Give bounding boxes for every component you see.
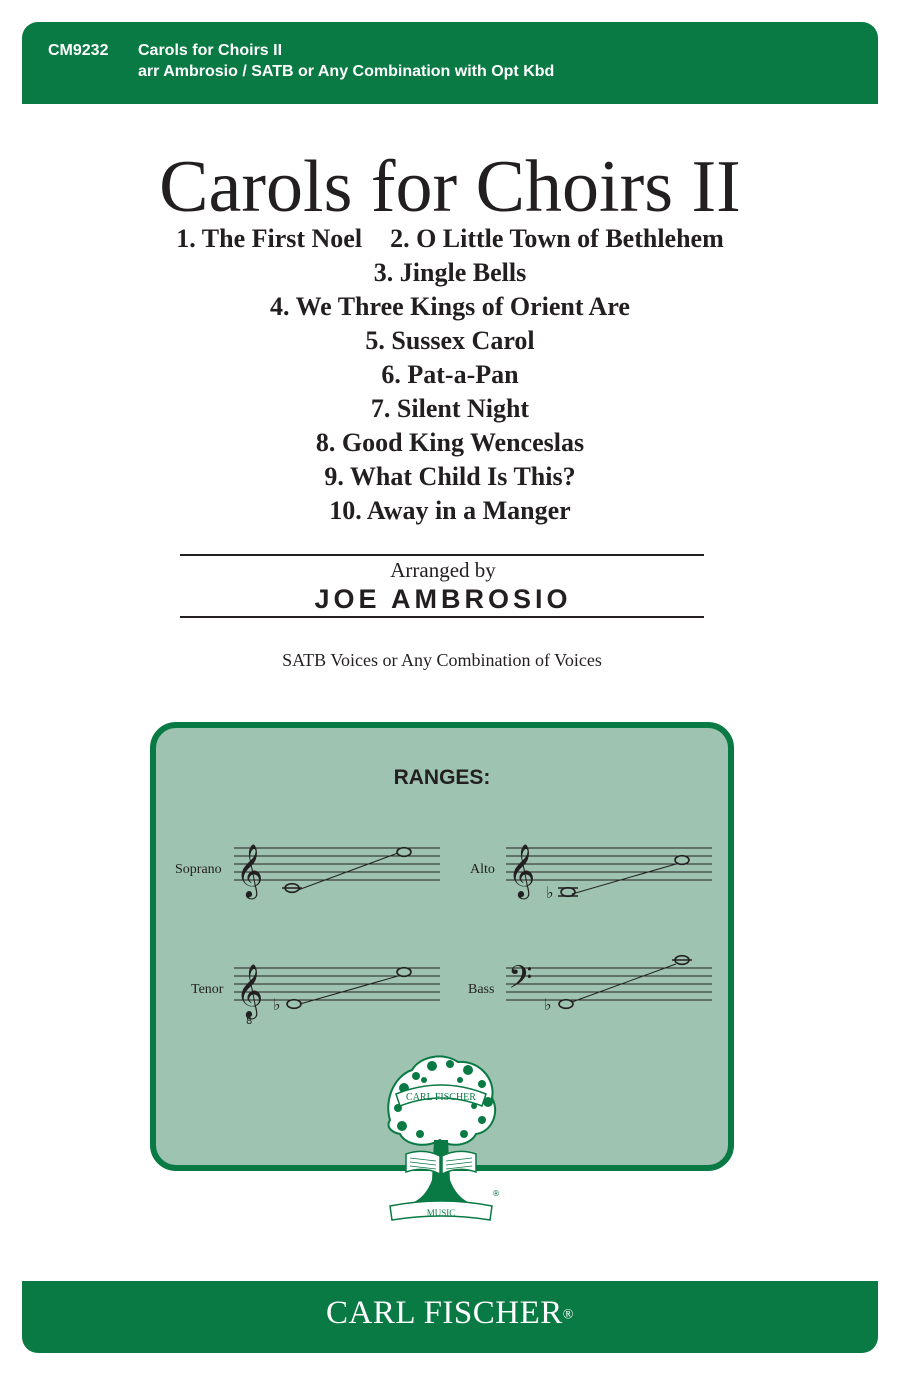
page-title: Carols for Choirs II (159, 146, 741, 228)
tree-logo-icon (380, 1050, 502, 1225)
octave-8-icon: 8 (246, 1016, 253, 1027)
voice-label-soprano: Soprano (175, 862, 222, 877)
bass-staff (506, 968, 712, 1000)
song-item: 5. Sussex Carol (365, 326, 535, 355)
song-item: 8. Good King Wenceslas (315, 428, 585, 457)
whole-note-icon (397, 968, 411, 977)
whole-note-icon (675, 856, 689, 865)
carl-fischer-logo (380, 1050, 502, 1225)
catalog-number: CM9232 (48, 42, 109, 59)
song-item: 3. Jingle Bells (373, 258, 527, 287)
logo-text-bottom: MUSIC (426, 1208, 456, 1218)
treble-clef-icon: 𝄞 (508, 843, 536, 897)
publisher-name (22, 1295, 878, 1332)
song-item: 9. What Child Is This? (324, 462, 576, 491)
flat-icon: ♭ (546, 883, 554, 902)
whole-note-icon (397, 848, 411, 857)
header-title: Carols for Choirs II (138, 42, 283, 59)
treble-clef-icon: 𝄞 (236, 843, 264, 897)
song-item: 6. Pat-a-Pan (381, 360, 519, 389)
footer-band (22, 1281, 878, 1353)
publisher-text: CARL FISCHER (326, 1295, 563, 1331)
logo-registered-mark: ® (492, 1189, 500, 1198)
song-item: 2. O Little Town of Bethlehem (390, 224, 724, 253)
arranged-by-label: Arranged by (390, 558, 496, 582)
song-item: 7. Silent Night (370, 394, 530, 423)
ranges-title: RANGES: (393, 766, 491, 789)
whole-note-icon (559, 1000, 573, 1009)
song-line-1 (0, 222, 900, 256)
divider-top (180, 554, 704, 556)
logo-text-top: CARL FISCHER (406, 1092, 476, 1103)
arranger-name: JOE AMBROSIO (314, 584, 572, 614)
header-band (22, 22, 878, 104)
voice-label-tenor: Tenor (191, 982, 224, 997)
song-list (0, 222, 900, 528)
whole-note-icon (287, 1000, 301, 1009)
voice-label-alto: Alto (470, 862, 495, 877)
song-item: 1. The First Noel (176, 224, 363, 253)
flat-icon: ♭ (273, 995, 281, 1014)
tenor-staff (234, 968, 440, 1000)
voicing-text: SATB Voices or Any Combination of Voices (282, 650, 602, 670)
song-item: 10. Away in a Manger (329, 496, 571, 525)
flat-icon: ♭ (544, 995, 552, 1014)
header-subtitle: arr Ambrosio / SATB or Any Combination with Opt Kbd (138, 63, 555, 80)
treble-clef-icon: 𝄞 (236, 963, 264, 1017)
registered-mark: ® (562, 1307, 574, 1323)
voice-label-bass: Bass (468, 982, 495, 997)
bass-clef-icon: 𝄢 (508, 959, 533, 1003)
bass-range-line (572, 964, 676, 1002)
song-item: 4. We Three Kings of Orient Are (270, 292, 630, 321)
whole-note-icon (561, 888, 575, 897)
alto-range-line (572, 864, 676, 894)
divider-bottom (180, 616, 704, 618)
